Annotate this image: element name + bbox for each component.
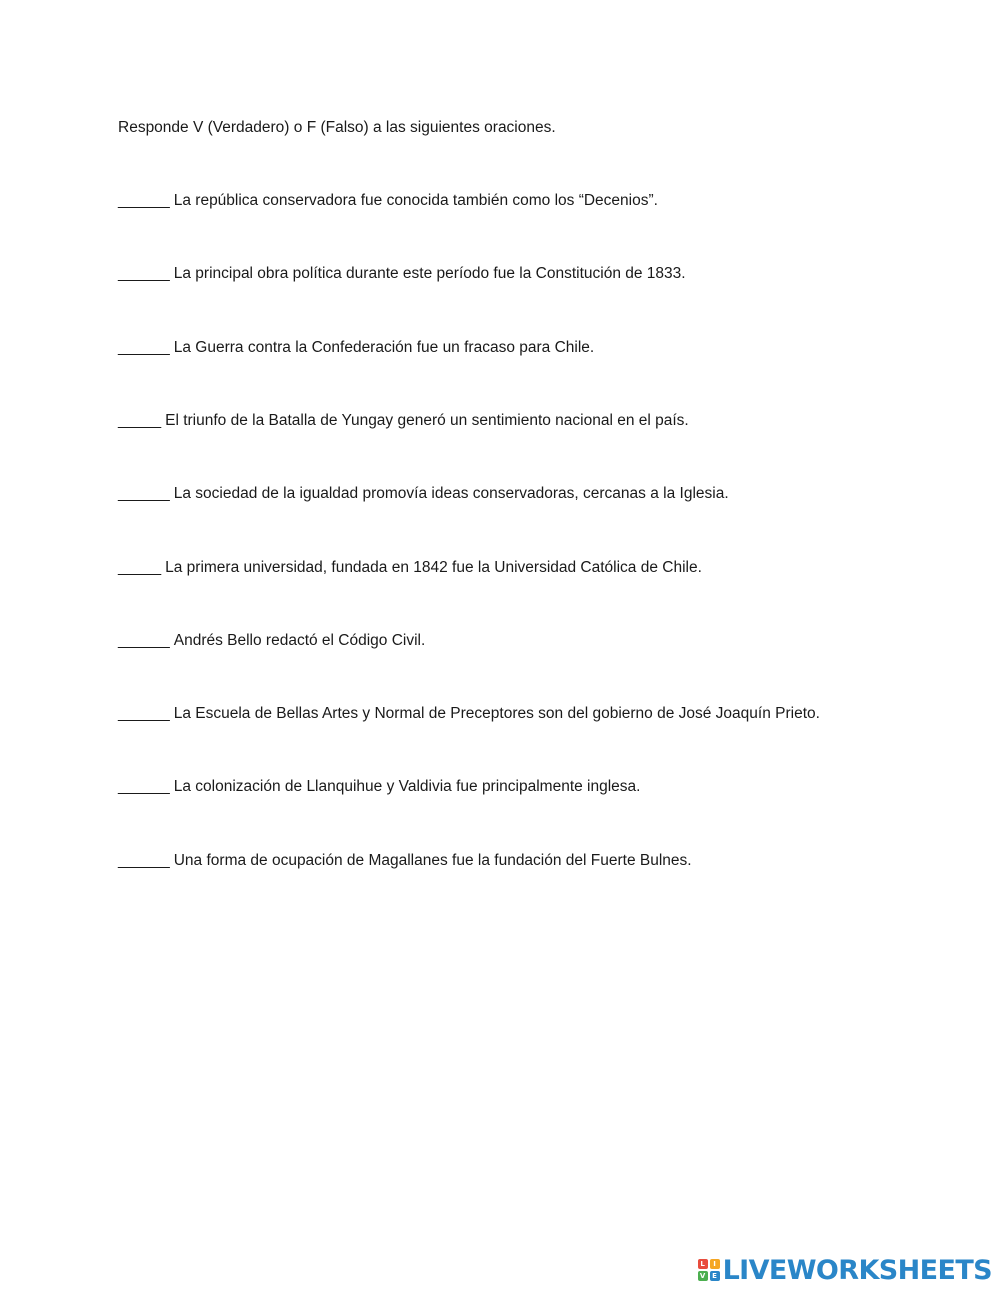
logo-letter-l: L (698, 1259, 708, 1269)
logo-letter-e: E (710, 1271, 720, 1281)
question-item (118, 702, 820, 726)
question-item (118, 336, 594, 360)
question-item (118, 482, 729, 506)
instructions: Responde V (Verdadero) o F (Falso) a las siguientes oraciones. (118, 119, 556, 136)
question-text: La república conservadora fue conocida también como los “Decenios”. (173, 192, 658, 209)
answer-blank[interactable]: ______ (118, 778, 170, 795)
answer-blank[interactable]: ______ (118, 632, 170, 649)
liveworksheets-brand (698, 1255, 992, 1285)
worksheet (118, 116, 958, 869)
question-item (118, 409, 689, 433)
question-text: La Escuela de Bellas Artes y Normal de Preceptores son del gobierno de José Joaquín Prieto. (173, 705, 820, 722)
answer-blank[interactable]: ______ (118, 852, 170, 869)
question-item (118, 189, 658, 213)
question-text: La Guerra contra la Confederación fue un fracaso para Chile. (173, 339, 595, 356)
answer-blank[interactable]: ______ (118, 192, 170, 209)
question-text: La principal obra política durante este período fue la Constitución de 1833. (173, 265, 686, 282)
question-item (118, 775, 640, 799)
brand-name: LIVEWORKSHEETS (722, 1254, 992, 1286)
question-text: Una forma de ocupación de Magallanes fue la fundación del Fuerte Bulnes. (173, 852, 692, 869)
logo-letter-i: I (710, 1259, 720, 1269)
answer-blank[interactable]: ______ (118, 705, 170, 722)
answer-blank[interactable]: _____ (118, 559, 162, 576)
question-item (118, 849, 692, 873)
question-item (118, 629, 425, 653)
liveworksheets-logo-icon (698, 1259, 720, 1281)
question-text: La primera universidad, fundada en 1842 fue la Universidad Católica de Chile. (165, 559, 702, 576)
question-text: La colonización de Llanquihue y Valdivia fue principalmente inglesa. (173, 778, 641, 795)
answer-blank[interactable]: ______ (118, 265, 170, 282)
answer-blank[interactable]: _____ (118, 412, 162, 429)
answer-blank[interactable]: ______ (118, 485, 170, 502)
question-text: La sociedad de la igualdad promovía ideas conservadoras, cercanas a la Iglesia. (173, 485, 729, 502)
question-text: Andrés Bello redactó el Código Civil. (173, 632, 426, 649)
question-item (118, 262, 686, 286)
question-text: El triunfo de la Batalla de Yungay generó un sentimiento nacional en el país. (165, 412, 689, 429)
question-item (118, 556, 702, 580)
answer-blank[interactable]: ______ (118, 339, 170, 356)
logo-letter-v: V (698, 1271, 708, 1281)
